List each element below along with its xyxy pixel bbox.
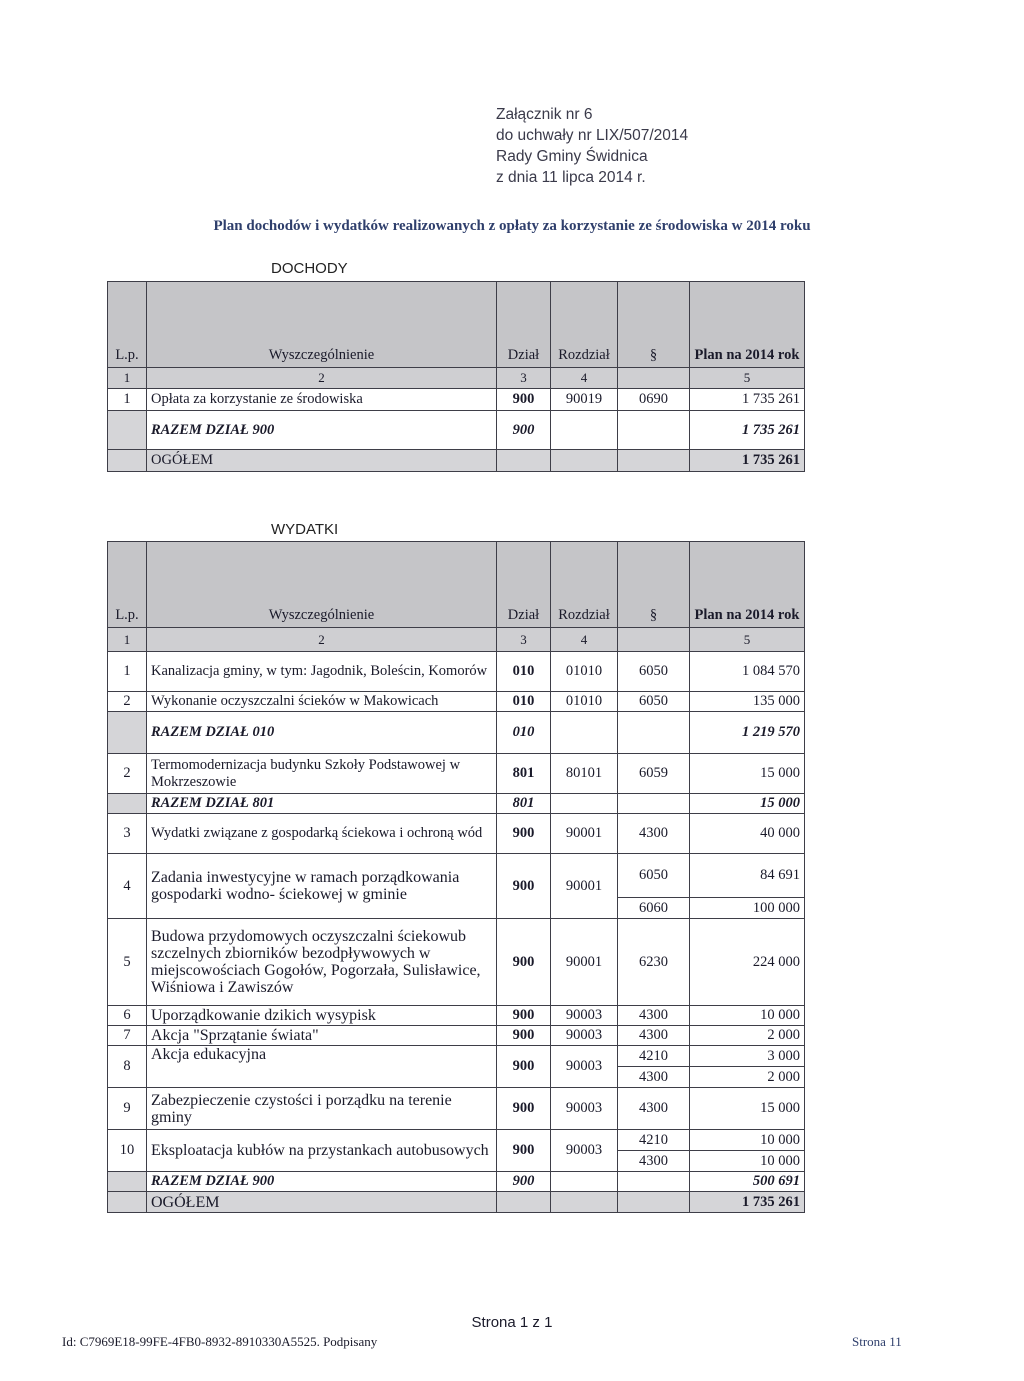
table-row-total: [108, 1192, 805, 1213]
cell-paragraph: 6230: [618, 919, 690, 1006]
cell-plan: 1 735 261: [690, 1192, 805, 1213]
cell-paragraph: [618, 450, 690, 472]
cell-lp: [108, 1192, 147, 1213]
cell-plan: 224 000: [690, 919, 805, 1006]
income-column-numbers: [108, 368, 805, 389]
cell-dzial: 801: [497, 794, 551, 814]
cell-plan: 10 000: [690, 1130, 805, 1151]
column-number: 5: [690, 368, 805, 389]
cell-lp: 8: [108, 1046, 147, 1088]
table-row: [108, 1130, 805, 1151]
cell-paragraph: [618, 794, 690, 814]
page-number: Strona 1 z 1: [471, 1314, 553, 1331]
cell-paragraph: [618, 712, 690, 754]
table-row-subtotal: [108, 1172, 805, 1192]
cell-rozdzial: 90003: [551, 1006, 618, 1026]
income-table: [107, 281, 805, 472]
cell-lp: 2: [108, 692, 147, 712]
cell-name: OGÓŁEM: [147, 450, 497, 472]
cell-paragraph: 4300: [618, 1026, 690, 1046]
col-plan-header: Plan na 2014 rok: [690, 542, 805, 628]
cell-lp: 1: [108, 389, 147, 411]
cell-lp: 5: [108, 919, 147, 1006]
annex-line-1: Załącznik nr 6: [496, 106, 593, 123]
cell-rozdzial: 90003: [551, 1130, 618, 1172]
cell-lp: 4: [108, 854, 147, 919]
cell-rozdzial: 90003: [551, 1046, 618, 1088]
cell-dzial: 900: [497, 411, 551, 450]
cell-dzial: 900: [497, 854, 551, 919]
cell-lp: 10: [108, 1130, 147, 1172]
column-number: [618, 368, 690, 389]
cell-rozdzial: 80101: [551, 754, 618, 794]
table-row-subtotal: [108, 411, 805, 450]
cell-plan: 2 000: [690, 1026, 805, 1046]
cell-name: RAZEM DZIAŁ 010: [147, 712, 497, 754]
col-rozdzial-header: Rozdział: [551, 282, 618, 368]
column-number: 4: [551, 368, 618, 389]
cell-lp: 7: [108, 1026, 147, 1046]
cell-paragraph: 0690: [618, 389, 690, 411]
table-row: [108, 1006, 805, 1026]
table-row: [108, 919, 805, 1006]
cell-dzial: 900: [497, 919, 551, 1006]
cell-lp: [108, 1172, 147, 1192]
cell-name: Akcja edukacyjna: [147, 1046, 497, 1088]
col-lp-header: L.p.: [108, 542, 147, 628]
cell-name: Uporządkowanie dzikich wysypisk: [147, 1006, 497, 1026]
cell-paragraph: 6050: [618, 854, 690, 898]
cell-rozdzial: [551, 411, 618, 450]
cell-rozdzial: 01010: [551, 692, 618, 712]
annex-line-2: do uchwały nr LIX/507/2014: [496, 127, 689, 144]
table-row: [108, 754, 805, 794]
table-row-subtotal: [108, 712, 805, 754]
cell-paragraph: [618, 1172, 690, 1192]
cell-lp: [108, 712, 147, 754]
annex-line-4: z dnia 11 lipca 2014 r.: [496, 169, 646, 186]
cell-lp: [108, 411, 147, 450]
cell-rozdzial: 90001: [551, 854, 618, 919]
column-number: [618, 628, 690, 652]
cell-paragraph: 4300: [618, 814, 690, 854]
col-name-header: Wyszczególnienie: [147, 542, 497, 628]
cell-name: Opłata za korzystanie ze środowiska: [147, 389, 497, 411]
cell-dzial: 900: [497, 389, 551, 411]
cell-lp: 3: [108, 814, 147, 854]
cell-lp: 2: [108, 754, 147, 794]
cell-plan: 15 000: [690, 1088, 805, 1130]
column-number: 3: [497, 368, 551, 389]
income-header-row: [108, 282, 805, 368]
column-number: 3: [497, 628, 551, 652]
cell-plan: 3 000: [690, 1046, 805, 1067]
cell-rozdzial: 90003: [551, 1088, 618, 1130]
table-row: [108, 652, 805, 692]
cell-plan: 135 000: [690, 692, 805, 712]
cell-name: OGÓŁEM: [147, 1192, 497, 1213]
expenses-table: [107, 541, 805, 1213]
table-row: [108, 1046, 805, 1067]
cell-dzial: 900: [497, 1006, 551, 1026]
col-rozdzial-header: Rozdział: [551, 542, 618, 628]
cell-dzial: [497, 1192, 551, 1213]
income-section-title: DOCHODY: [271, 260, 348, 277]
table-row-subtotal: [108, 794, 805, 814]
cell-rozdzial: [551, 450, 618, 472]
cell-plan: 15 000: [690, 794, 805, 814]
cell-plan: 2 000: [690, 1067, 805, 1088]
cell-lp: 9: [108, 1088, 147, 1130]
cell-rozdzial: [551, 712, 618, 754]
cell-name: Wykonanie oczyszczalni ścieków w Makowicach: [147, 692, 497, 712]
cell-dzial: 010: [497, 692, 551, 712]
col-name-header: Wyszczególnienie: [147, 282, 497, 368]
cell-paragraph: 4210: [618, 1130, 690, 1151]
cell-paragraph: 4300: [618, 1151, 690, 1172]
cell-paragraph: [618, 1192, 690, 1213]
cell-dzial: 010: [497, 652, 551, 692]
col-lp-header: L.p.: [108, 282, 147, 368]
cell-rozdzial: 90001: [551, 814, 618, 854]
column-number: 2: [147, 628, 497, 652]
column-number: 1: [108, 628, 147, 652]
cell-dzial: 801: [497, 754, 551, 794]
cell-lp: [108, 794, 147, 814]
cell-dzial: 900: [497, 1026, 551, 1046]
cell-plan: 84 691: [690, 854, 805, 898]
cell-name: RAZEM DZIAŁ 900: [147, 411, 497, 450]
cell-paragraph: 4300: [618, 1088, 690, 1130]
cell-rozdzial: [551, 794, 618, 814]
cell-name: Eksploatacja kubłów na przystankach autobusowych: [147, 1130, 497, 1172]
cell-dzial: 900: [497, 1046, 551, 1088]
cell-plan: 1 735 261: [690, 389, 805, 411]
cell-plan: 1 084 570: [690, 652, 805, 692]
cell-lp: 6: [108, 1006, 147, 1026]
cell-rozdzial: [551, 1192, 618, 1213]
table-row: [108, 389, 805, 411]
column-number: 5: [690, 628, 805, 652]
cell-paragraph: 4300: [618, 1067, 690, 1088]
cell-rozdzial: 90001: [551, 919, 618, 1006]
expenses-header-row: [108, 542, 805, 628]
cell-name: Kanalizacja gminy, w tym: Jagodnik, Boleścin, Komorów: [147, 652, 497, 692]
cell-paragraph: 6059: [618, 754, 690, 794]
column-number: 1: [108, 368, 147, 389]
table-row: [108, 1088, 805, 1130]
annex-header: [496, 104, 688, 188]
cell-paragraph: 6060: [618, 898, 690, 919]
cell-paragraph: [618, 411, 690, 450]
cell-plan: 15 000: [690, 754, 805, 794]
cell-rozdzial: 01010: [551, 652, 618, 692]
column-number: 2: [147, 368, 497, 389]
cell-name: Zadania inwestycyjne w ramach porządkowania gospodarki wodno- ściekowej w gminie: [147, 854, 497, 919]
cell-plan: 100 000: [690, 898, 805, 919]
cell-name: RAZEM DZIAŁ 801: [147, 794, 497, 814]
table-row: [108, 854, 805, 898]
cell-name: Wydatki związane z gospodarką ściekowa i ochroną wód: [147, 814, 497, 854]
table-row: [108, 1026, 805, 1046]
cell-paragraph: 4300: [618, 1006, 690, 1026]
cell-plan: 1 219 570: [690, 712, 805, 754]
table-row: [108, 814, 805, 854]
cell-rozdzial: 90003: [551, 1026, 618, 1046]
document-id: Id: C7969E18-99FE-4FB0-8932-8910330A5525. Podpisany: [62, 1334, 378, 1349]
cell-lp: [108, 450, 147, 472]
cell-lp: 1: [108, 652, 147, 692]
cell-paragraph: 6050: [618, 692, 690, 712]
page-label: Strona 11: [852, 1334, 902, 1349]
cell-dzial: [497, 450, 551, 472]
cell-plan: 10 000: [690, 1151, 805, 1172]
cell-plan: 1 735 261: [690, 450, 805, 472]
cell-plan: 500 691: [690, 1172, 805, 1192]
cell-plan: 40 000: [690, 814, 805, 854]
expenses-column-numbers: [108, 628, 805, 652]
table-row: [108, 692, 805, 712]
document-title: Plan dochodów i wydatków realizowanych z opłaty za korzystanie ze środowiska w 2014 roku: [213, 218, 811, 234]
cell-rozdzial: 90019: [551, 389, 618, 411]
cell-dzial: 900: [497, 1130, 551, 1172]
expenses-section-title: WYDATKI: [271, 521, 339, 538]
col-dzial-header: Dział: [497, 282, 551, 368]
col-paragraph-header: §: [618, 282, 690, 368]
cell-dzial: 900: [497, 1172, 551, 1192]
cell-rozdzial: [551, 1172, 618, 1192]
cell-dzial: 010: [497, 712, 551, 754]
table-row-total: [108, 450, 805, 472]
cell-dzial: 900: [497, 1088, 551, 1130]
cell-name: Budowa przydomowych oczyszczalni ściekowub szczelnych zbiorników bezodpływowych w miejscowościach Gogołów, Pogorzała, Sulisławice, Wiśniowa i Zawiszów: [147, 919, 497, 1006]
col-paragraph-header: §: [618, 542, 690, 628]
cell-plan: 10 000: [690, 1006, 805, 1026]
col-dzial-header: Dział: [497, 542, 551, 628]
cell-dzial: 900: [497, 814, 551, 854]
cell-name: RAZEM DZIAŁ 900: [147, 1172, 497, 1192]
annex-line-3: Rady Gminy Świdnica: [496, 148, 648, 165]
cell-paragraph: 6050: [618, 652, 690, 692]
column-number: 4: [551, 628, 618, 652]
col-plan-header: Plan na 2014 rok: [690, 282, 805, 368]
cell-name: Termomodernizacja budynku Szkoły Podstawowej w Mokrzeszowie: [147, 754, 497, 794]
cell-name: Akcja "Sprzątanie świata": [147, 1026, 497, 1046]
cell-plan: 1 735 261: [690, 411, 805, 450]
cell-name: Zabezpieczenie czystości i porządku na terenie gminy: [147, 1088, 497, 1130]
cell-paragraph: 4210: [618, 1046, 690, 1067]
